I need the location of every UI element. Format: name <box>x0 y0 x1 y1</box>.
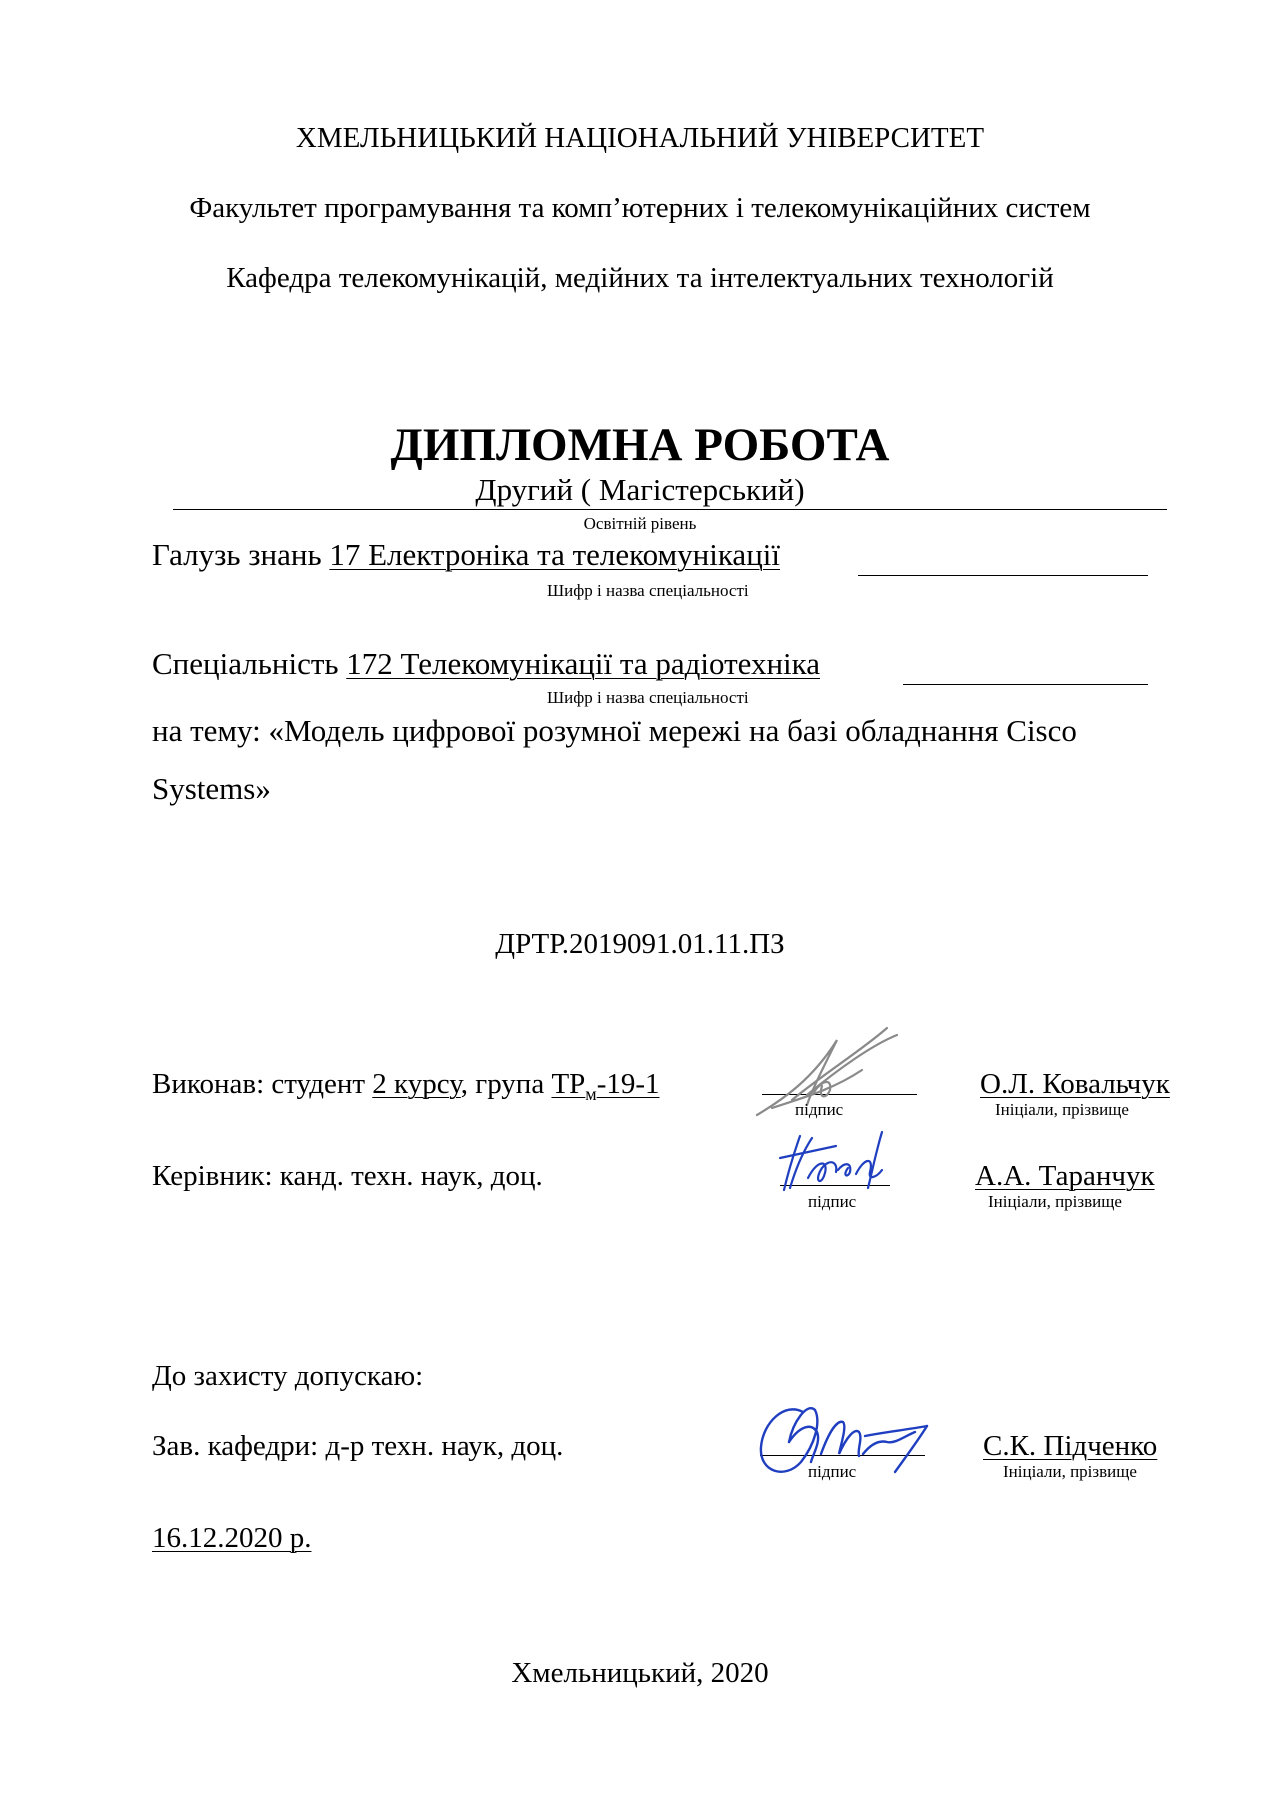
field-line <box>152 537 780 573</box>
specialty-value: 172 Телекомунікації та радіотехніка <box>346 646 821 681</box>
field-label: Галузь знань <box>152 537 330 572</box>
admission-label: До захисту допускаю: <box>152 1360 424 1392</box>
head-signature-caption: підпис <box>808 1462 857 1481</box>
education-level-rule <box>173 509 1167 510</box>
supervisor-signature-image <box>778 1128 898 1200</box>
education-level-value: Другий ( Магістерський) <box>475 472 805 507</box>
field-rule-extension <box>858 575 1148 576</box>
supervisor-name: А.А. Таранчук <box>975 1160 1155 1192</box>
supervisor-label: Керівник: канд. техн. наук, доц. <box>152 1160 543 1192</box>
university-name: ХМЕЛЬНИЦЬКИЙ НАЦІОНАЛЬНИЙ УНІВЕРСИТЕТ <box>295 122 985 154</box>
head-name-caption: Ініціали, прізвище <box>1003 1462 1137 1481</box>
head-label: Зав. кафедри: д-р техн. наук, доц. <box>152 1430 564 1462</box>
faculty-name: Факультет програмування та комп’ютерних і телекомунікаційних систем <box>189 192 1091 224</box>
supervisor-name-caption: Ініціали, прізвище <box>988 1192 1122 1211</box>
performer-line <box>152 1068 660 1105</box>
document-code: ДРТР.2019091.01.11.ПЗ <box>495 928 785 960</box>
performer-name-caption: Ініціали, прізвище <box>995 1100 1129 1119</box>
topic-line-2: Systems» <box>152 771 271 806</box>
performer-label: Виконав: студент <box>152 1068 373 1100</box>
approval-date: 16.12.2020 р. <box>152 1522 312 1554</box>
performer-group-label: , група <box>460 1068 552 1100</box>
performer-course: 2 курсу <box>372 1068 461 1100</box>
performer-signature-caption: підпис <box>795 1100 844 1119</box>
head-name: С.К. Підченко <box>983 1430 1158 1462</box>
specialty-label: Спеціальність <box>152 646 347 681</box>
field-caption: Шифр і назва спеціальності <box>547 581 749 600</box>
specialty-line <box>152 646 820 682</box>
footer-city-year: Хмельницький, 2020 <box>511 1657 769 1689</box>
department-name: Кафедра телекомунікацій, медійних та інтелектуальних технологій <box>226 262 1054 294</box>
topic-line-1: на тему: «Модель цифрової розумної мережі на базі обладнання Cisco <box>152 713 1077 748</box>
document-title: ДИПЛОМНА РОБОТА <box>390 419 890 471</box>
field-value: 17 Електроніка та телекомунікації <box>329 537 781 572</box>
performer-name: О.Л. Ковальчук <box>980 1068 1170 1100</box>
supervisor-signature-caption: підпис <box>808 1192 857 1211</box>
performer-group: $ТР_м-19-1$ <box>551 1068 660 1104</box>
education-level-caption: Освітній рівень <box>583 514 697 533</box>
specialty-caption: Шифр і назва спеціальності <box>547 688 749 707</box>
specialty-rule-extension <box>903 684 1148 685</box>
